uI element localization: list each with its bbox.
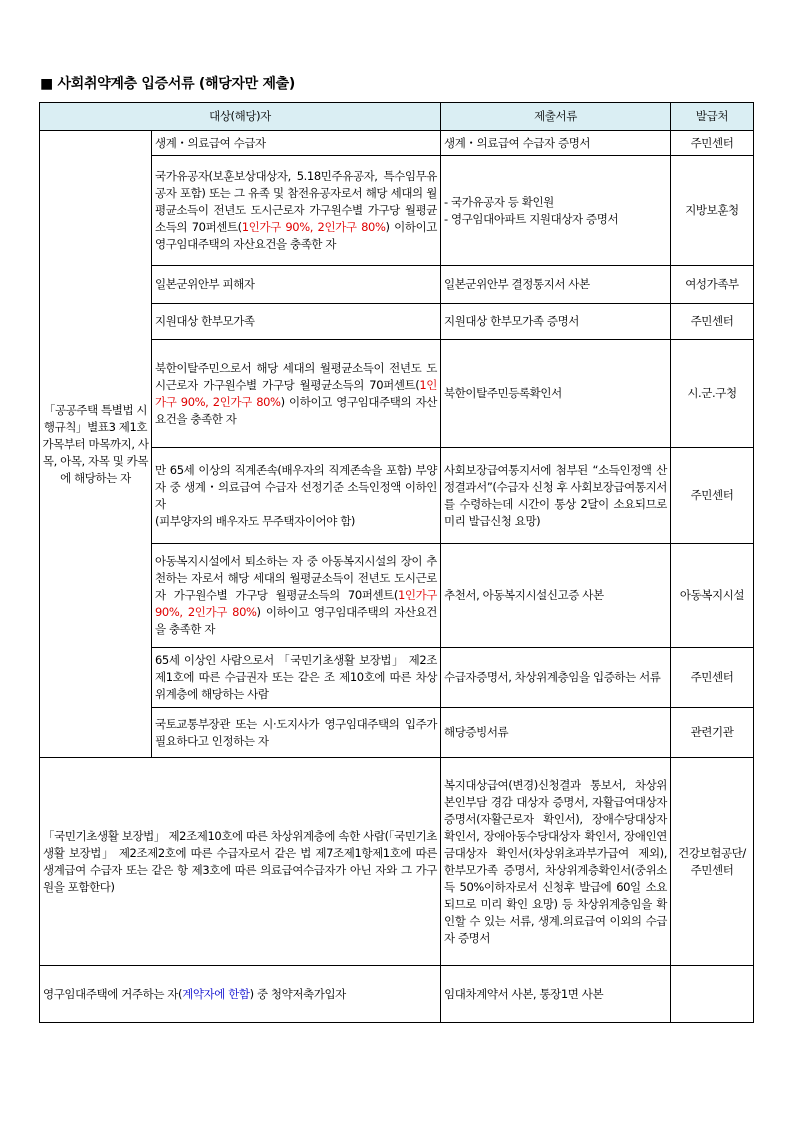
issuer-cell: 주민센터: [671, 448, 754, 544]
table-row: [40, 758, 754, 966]
docs-cell: 임대차계약서 사본, 통장1면 사본: [441, 966, 671, 1023]
issuer-cell: 여성가족부: [671, 266, 754, 304]
docs-cell: 추천서, 아동복지시설신고증 사본: [441, 544, 671, 648]
issuer-cell: 주민센터: [671, 304, 754, 340]
documents-table: [39, 102, 754, 1023]
issuer-cell: 관련기관: [671, 708, 754, 758]
docs-cell: 수급자증명서, 차상위계층임을 입증하는 서류: [441, 648, 671, 708]
docs-cell: - 국가유공자 등 확인원 - 영구임대아파트 지원대상자 증명서: [441, 156, 671, 266]
target-cell: 65세 이상인 사람으로서 「국민기초생활 보장법」 제2조제1호에 따른 수급권자 또는 같은 조 제10호에 따른 차상위계층에 해당하는 사람: [152, 648, 441, 708]
issuer-cell: 건강보험공단/ 주민센터: [671, 758, 754, 966]
docs-cell: 생계・의료급여 수급자 증명서: [441, 131, 671, 156]
target-cell: 생계・의료급여 수급자: [152, 131, 441, 156]
docs-cell: 일본군위안부 결정통지서 사본: [441, 266, 671, 304]
docs-cell: 사회보장급여통지서에 첨부된 “소득인정액 산정결과서”(수급자 신청 후 사회보장급여통지서를 수령하는데 시간이 통상 2달이 소요되므로 미리 발급신청 요망): [441, 448, 671, 544]
issuer-cell: [671, 966, 754, 1023]
issuer-cell: 시.군.구청: [671, 340, 754, 448]
docs-cell: 지원대상 한부모가족 증명서: [441, 304, 671, 340]
table-row: [40, 131, 754, 156]
header-issuer: 발급처: [671, 103, 754, 131]
table-row: [40, 966, 754, 1023]
target-cell: 일본군위안부 피해자: [152, 266, 441, 304]
table-header-row: [40, 103, 754, 131]
target-cell: 국가유공자(보훈보상대상자, 5.18민주유공자, 특수임무유공자 포함) 또는 그 유족 및 참전유공자로서 해당 세대의 월평균소득이 전년도 도시근로자 가구원수별 가구당 월평균소득의 70퍼센트(1인가구 90%, 2인가구 80%) 이하이고 영구임대주택의 자산요건을 충족한 자: [152, 156, 441, 266]
section-title: ■ 사회취약계층 입증서류 (해당자만 제출): [40, 76, 296, 92]
issuer-cell: 아동복지시설: [671, 544, 754, 648]
issuer-cell: 지방보훈청: [671, 156, 754, 266]
target-cell: 북한이탈주민으로서 해당 세대의 월평균소득이 전년도 도시근로자 가구원수별 가구당 월평균소득의 70퍼센트(1인가구 90%, 2인가구 80%) 이하이고 영구임대주택의 자산요건을 충족한 자: [152, 340, 441, 448]
header-target: 대상(해당)자: [40, 103, 441, 131]
target-cell: 아동복지시설에서 퇴소하는 자 중 아동복지시설의 장이 추천하는 자로서 해당 세대의 월평균소득이 전년도 도시근로자 가구원수별 가구당 월평균소득의 70퍼센트(1인가구 90%, 2인가구 80%) 이하이고 영구임대주택의 자산요건을 충족한 자: [152, 544, 441, 648]
target-cell: 만 65세 이상의 직계존속(배우자의 직계존속을 포함) 부양자 중 생계・의료급여 수급자 선정기준 소득인정액 이하인 자 (피부양자의 배우자도 무주택자이어야 함): [152, 448, 441, 544]
target-cell: 지원대상 한부모가족: [152, 304, 441, 340]
target-cell: 국토교통부장관 또는 시·도지사가 영구임대주택의 입주가 필요하다고 인정하는 자: [152, 708, 441, 758]
group-label: 「공공주택 특별법 시행규칙」별표3 제1호 가목부터 마목까지, 사목, 아목, 자목 및 카목에 해당하는 자: [40, 131, 152, 758]
issuer-cell: 주민센터: [671, 648, 754, 708]
docs-cell: 복지대상급여(변경)신청결과 통보서, 차상위 본인부담 경감 대상자 증명서, 자활급여대상자 증명서(자활근로자 확인서), 장애수당대상자 확인서, 장애아동수당대상자 확인서, 장애인연금대상자 확인서(차상위초과부가급여 제외), 한부모가족 증명서, 차상위계층확인서(중위소득 50%이하자로서 신청후 발급에 60일 소요되므로 미리 확인 요망) 등 차상위계층임을 확인할 수 있는 서류, 생계.의료급여 이외의 수급자 증명서: [441, 758, 671, 966]
header-docs: 제출서류: [441, 103, 671, 131]
issuer-cell: 주민센터: [671, 131, 754, 156]
docs-cell: 해당증빙서류: [441, 708, 671, 758]
docs-cell: 북한이탈주민등록확인서: [441, 340, 671, 448]
target-cell: 「국민기초생활 보장법」 제2조제10호에 따른 차상위계층에 속한 사람(「국민기초생활 보장법」 제2조제2호에 따른 수급자로서 같은 법 제7조제1항제1호에 따른 생계급여 수급자 또는 같은 항 제3호에 따른 의료급여수급자가 아닌 자와 그 가구원을 포함한다): [40, 758, 441, 966]
target-cell: 영구임대주택에 거주하는 자(계약자에 한함) 중 청약저축가입자: [40, 966, 441, 1023]
